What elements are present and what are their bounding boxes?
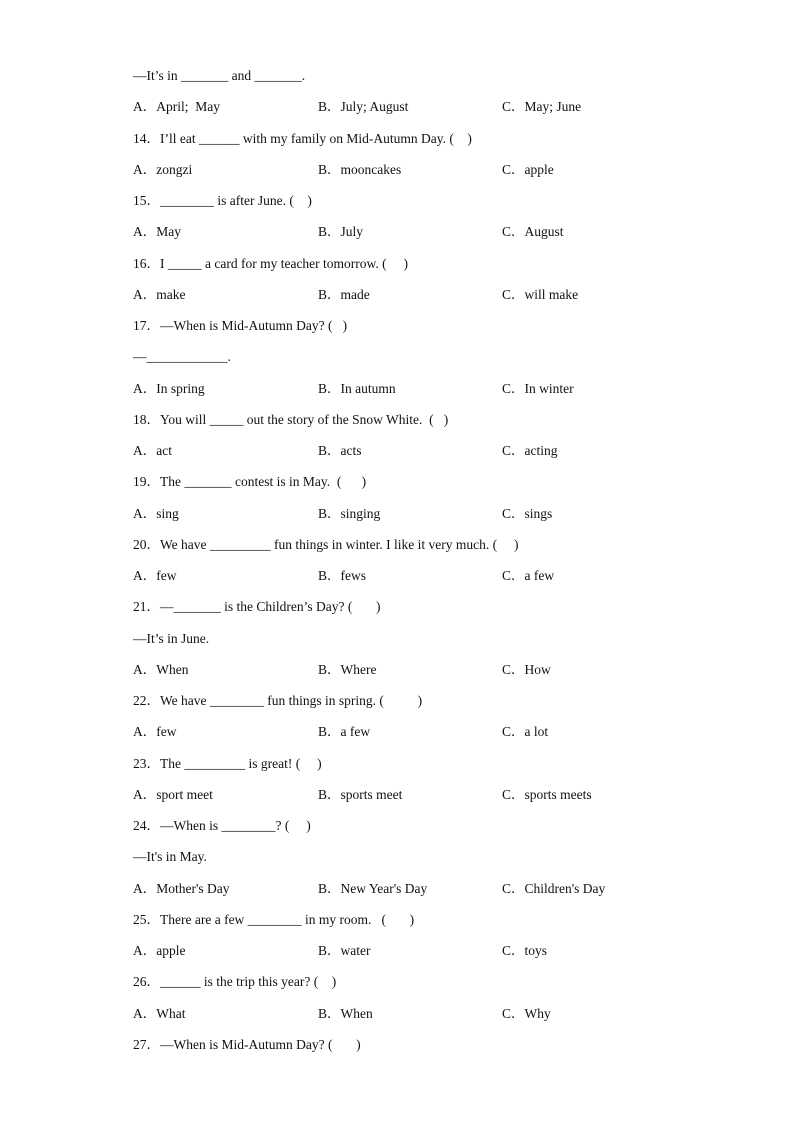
- question-text: 19．The _______ contest is in May. ( ): [133, 474, 367, 489]
- option-b: B．mooncakes: [318, 162, 402, 177]
- option-c: C．In winter: [502, 381, 574, 396]
- option-a: A．zongzi: [133, 162, 193, 177]
- option-a: A．May: [133, 224, 181, 239]
- question-text: 18．You will _____ out the story of the Snow White. ( ): [133, 412, 449, 427]
- question-text: 26．______ is the trip this year? ( ): [133, 974, 337, 989]
- question-text: —It’s in _______ and _______.: [133, 68, 306, 83]
- option-a: A．sing: [133, 506, 179, 521]
- option-b: B．When: [318, 1006, 373, 1021]
- question-text: —It’s in June.: [133, 631, 210, 646]
- question-text: 20．We have _________ fun things in winter. I like it very much. ( ): [133, 537, 519, 552]
- option-c: C．Why: [502, 1006, 551, 1021]
- question-text: 25．There are a few ________ in my room. ( ): [133, 912, 415, 927]
- option-b: B．sports meet: [318, 787, 403, 802]
- option-b: B．In autumn: [318, 381, 396, 396]
- question-text: 15．________ is after June. ( ): [133, 193, 312, 208]
- option-a: A．make: [133, 287, 186, 302]
- option-b: B．singing: [318, 506, 381, 521]
- option-a: A．act: [133, 443, 172, 458]
- option-c: C．sports meets: [502, 787, 592, 802]
- question-text: —____________.: [133, 349, 231, 364]
- question-text: —It's in May.: [133, 849, 207, 864]
- option-c: C．a few: [502, 568, 555, 583]
- question-text: 14．I’ll eat ______ with my family on Mid-Autumn Day. ( ): [133, 131, 472, 146]
- option-b: B．July: [318, 224, 364, 239]
- question-text: 21．—_______ is the Children’s Day? ( ): [133, 599, 381, 614]
- question-text: 17．—When is Mid-Autumn Day? ( ): [133, 318, 348, 333]
- option-c: C．will make: [502, 287, 579, 302]
- option-c: C．How: [502, 662, 551, 677]
- question-text: 24．—When is ________? ( ): [133, 818, 311, 833]
- question-text: 23．The _________ is great! ( ): [133, 756, 322, 771]
- question-text: 22．We have ________ fun things in spring. ( ): [133, 693, 423, 708]
- option-a: A．Mother's Day: [133, 881, 230, 896]
- option-a: A．few: [133, 568, 177, 583]
- option-a: A．What: [133, 1006, 186, 1021]
- option-b: B．acts: [318, 443, 362, 458]
- option-c: C．acting: [502, 443, 558, 458]
- option-a: A．apple: [133, 943, 186, 958]
- question-text: 27．—When is Mid-Autumn Day? ( ): [133, 1037, 361, 1052]
- question-text: 16．I _____ a card for my teacher tomorrow. ( ): [133, 256, 409, 271]
- option-c: C．sings: [502, 506, 553, 521]
- option-c: C．toys: [502, 943, 548, 958]
- option-c: C．apple: [502, 162, 554, 177]
- option-c: C．a lot: [502, 724, 549, 739]
- option-b: B．July; August: [318, 99, 409, 114]
- option-b: B．New Year's Day: [318, 881, 428, 896]
- option-c: C．May; June: [502, 99, 582, 114]
- option-a: A．few: [133, 724, 177, 739]
- option-a: A．April; May: [133, 99, 220, 114]
- option-c: C．August: [502, 224, 564, 239]
- option-a: A．In spring: [133, 381, 205, 396]
- option-c: C．Children's Day: [502, 881, 606, 896]
- option-b: B．fews: [318, 568, 366, 583]
- option-b: B．Where: [318, 662, 377, 677]
- option-b: B．made: [318, 287, 370, 302]
- option-a: A．When: [133, 662, 189, 677]
- option-b: B．water: [318, 943, 371, 958]
- option-b: B．a few: [318, 724, 371, 739]
- option-a: A．sport meet: [133, 787, 213, 802]
